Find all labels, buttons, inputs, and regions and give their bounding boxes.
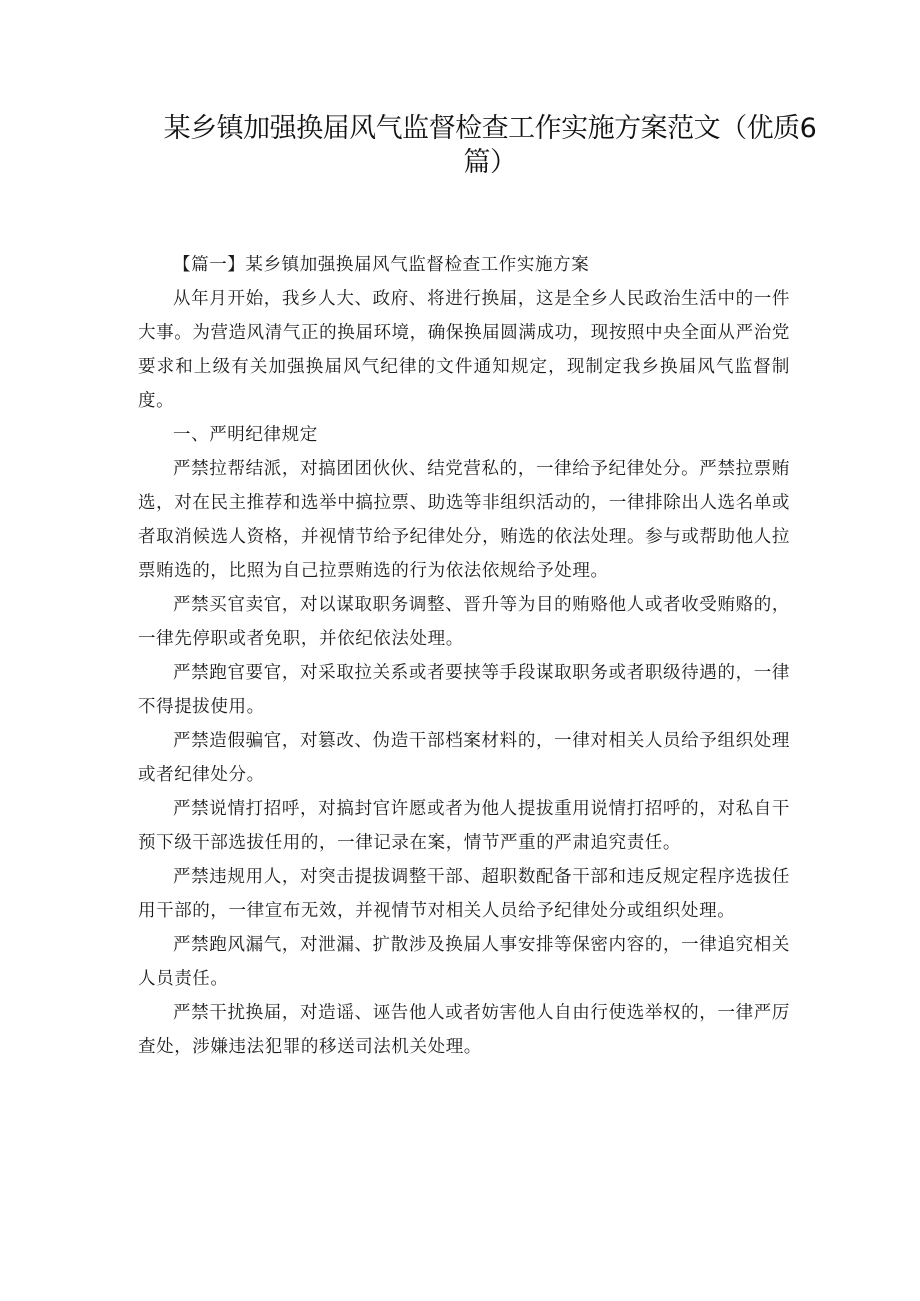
part-heading: 【篇一】某乡镇加强换届风气监督检查工作实施方案	[173, 255, 590, 275]
paragraph-office-selling: 严禁买官卖官，对以谋取职务调整、晋升等为目的贿赂他人或者收受贿赂的，一律先停职或者免职，并依纪依法处理。	[138, 595, 790, 649]
paragraph-vote-buying: 严禁拉帮结派，对搞团团伙伙、结党营私的，一律给予纪律处分。严禁拉票贿选，对在民主推荐和选举中搞拉票、助选等非组织活动的，一律排除出人选名单或者取消候选人资格，并视情节给予纪律处分，贿选的依法处理。参与或帮助他人拉票贿选的，比照为自己拉票贿选的行为依法依规给予处理。	[138, 459, 790, 581]
paragraph-fraud: 严禁造假骗官，对篡改、伪造干部档案材料的，一律对相关人员给予组织处理或者纪律处分。	[138, 731, 790, 785]
document-body	[138, 248, 790, 1064]
paragraph-office-seeking: 严禁跑官要官，对采取拉关系或者要挟等手段谋取职务或者职级待遇的，一律不得提拔使用。	[138, 663, 790, 717]
document-title: 某乡镇加强换届风气监督检查工作实施方案范文（优质6篇）	[163, 113, 817, 178]
paragraph-improper-appointment: 严禁违规用人，对突击提拔调整干部、超职数配备干部和违反规定程序选拔任用干部的，一律宣布无效，并视情节对相关人员给予纪律处分或组织处理。	[138, 867, 790, 921]
paragraph-interference: 严禁干扰换届，对造谣、诬告他人或者妨害他人自由行使选举权的，一律严厉查处，涉嫌违法犯罪的移送司法机关处理。	[138, 1003, 790, 1057]
paragraph-leaks: 严禁跑风漏气，对泄漏、扩散涉及换届人事安排等保密内容的，一律追究相关人员责任。	[138, 935, 790, 989]
paragraph-lobbying: 严禁说情打招呼，对搞封官许愿或者为他人提拔重用说情打招呼的，对私自干预下级干部选拔任用的，一律记录在案，情节严重的严肃追究责任。	[138, 799, 790, 853]
intro-paragraph: 从年月开始，我乡人大、政府、将进行换届，这是全乡人民政治生活中的一件大事。为营造风清气正的换届环境，确保换届圆满成功，现按照中央全面从严治党要求和上级有关加强换届风气纪律的文件通知规定，现制定我乡换届风气监督制度。	[138, 289, 790, 411]
section-heading: 一、严明纪律规定	[173, 425, 318, 445]
